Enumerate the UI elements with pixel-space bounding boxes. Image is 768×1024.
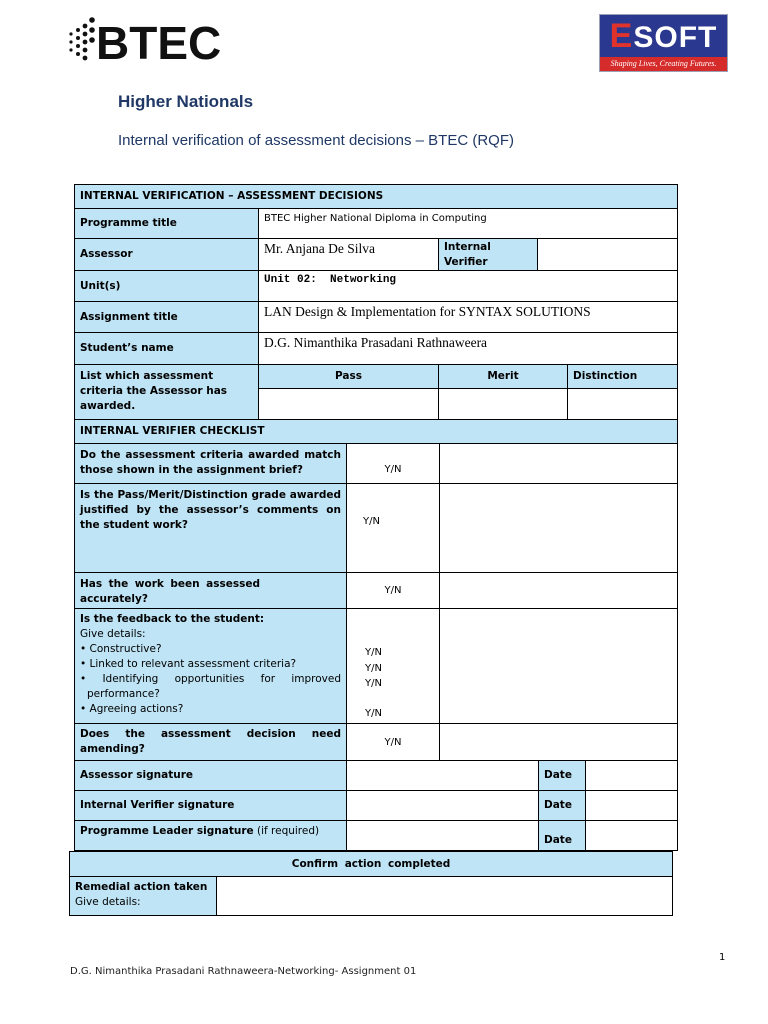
- checklist-q4-yn-1: Y/N: [365, 647, 382, 658]
- pass-header: Pass: [258, 364, 439, 389]
- assessor-date-field[interactable]: [585, 760, 678, 791]
- checklist-q2-text: Is the Pass/Merit/Distinction grade awarded justified by the assessor’s comments on the student work?: [80, 489, 341, 531]
- programme-title-field[interactable]: BTEC Higher National Diploma in Computing: [258, 208, 678, 239]
- checklist-q3: [74, 572, 347, 609]
- assessor-field[interactable]: Mr. Anjana De Silva: [258, 238, 439, 271]
- distinction-header: Distinction: [567, 364, 678, 389]
- btec-dots-icon: [68, 16, 98, 70]
- checklist-q1-text: Do the assessment criteria awarded match those shown in the assignment brief?: [80, 449, 341, 476]
- pl-signature-field[interactable]: [346, 820, 539, 851]
- units-label: Unit(s): [74, 270, 259, 302]
- iv-signature-field[interactable]: [346, 790, 539, 821]
- page-subtitle: Internal verification of assessment decisions – BTEC (RQF): [118, 132, 514, 149]
- iv-date-label: Date: [538, 790, 586, 821]
- checklist-q3-yn[interactable]: Y/N: [346, 572, 440, 609]
- esoft-logo-letter: E: [609, 17, 634, 55]
- assignment-title-field[interactable]: LAN Design & Implementation for SYNTAX SOLUTIONS: [258, 301, 678, 333]
- checklist-q4-item: • Identifying opportunities for improved performance?: [80, 673, 341, 700]
- btec-logo: [68, 16, 228, 70]
- student-name-label: Student’s name: [74, 332, 259, 365]
- assessor-signature-field[interactable]: [346, 760, 539, 791]
- confirm-title: Confirm action completed: [69, 851, 673, 877]
- pl-date-label: Date: [538, 820, 586, 851]
- checklist-q2-yn[interactable]: Y/N: [346, 483, 440, 573]
- checklist-q4-yn-3: Y/N: [365, 678, 382, 689]
- checklist-q2: [74, 483, 347, 573]
- checklist-q3-comment[interactable]: [439, 572, 678, 609]
- checklist-q4-comment[interactable]: [439, 608, 678, 724]
- pl-date-field[interactable]: [585, 820, 678, 851]
- page-number: 1: [719, 952, 726, 963]
- internal-verifier-field[interactable]: [537, 238, 678, 271]
- btec-logo-text: BTEC: [96, 17, 222, 69]
- programme-title-label: Programme title: [74, 208, 259, 239]
- student-name-field[interactable]: D.G. Nimanthika Prasadani Rathnaweera: [258, 332, 678, 365]
- page-title: Higher Nationals: [118, 92, 254, 111]
- checklist-q4-give: Give details:: [80, 628, 146, 640]
- pl-signature-note: (if required): [256, 825, 320, 837]
- checklist-q5: [74, 723, 347, 761]
- distinction-field[interactable]: [567, 388, 678, 420]
- merit-field[interactable]: [438, 388, 568, 420]
- assessor-date-label: Date: [538, 760, 586, 791]
- iv-date-field[interactable]: [585, 790, 678, 821]
- checklist-q1-yn[interactable]: Y/N: [346, 443, 440, 484]
- checklist-q1-comment[interactable]: [439, 443, 678, 484]
- checklist-title: INTERNAL VERIFIER CHECKLIST: [74, 419, 678, 444]
- remedial-action-label: [69, 876, 217, 916]
- internal-verifier-label: Internal Verifier: [438, 238, 538, 271]
- iv-signature-label: Internal Verifier signature: [74, 790, 347, 821]
- checklist-q4-item: • Linked to relevant assessment criteria?: [80, 658, 297, 670]
- pl-signature-label: [74, 820, 347, 851]
- assessor-label: Assessor: [74, 238, 259, 271]
- esoft-tagline: Shaping Lives, Creating Futures.: [600, 57, 727, 71]
- checklist-q4-yn-2: Y/N: [365, 662, 382, 674]
- checklist-q5-comment[interactable]: [439, 723, 678, 761]
- remedial-action-label-text: Remedial action taken: [75, 881, 208, 893]
- remedial-give-details: Give details:: [75, 896, 141, 908]
- checklist-q1: [74, 443, 347, 484]
- checklist-q5-text: Does the assessment decision need amending?: [80, 728, 341, 755]
- checklist-q4-item: • Agreeing actions?: [80, 703, 184, 715]
- pl-signature-label-text: Programme Leader signature: [80, 825, 254, 837]
- merit-header: Merit: [438, 364, 568, 389]
- checklist-q2-comment[interactable]: [439, 483, 678, 573]
- page-footer: D.G. Nimanthika Prasadani Rathnaweera-Networking- Assignment 01: [70, 966, 417, 977]
- checklist-q5-yn[interactable]: Y/N: [346, 723, 440, 761]
- criteria-label: List which assessment criteria the Assessor has awarded.: [74, 364, 259, 420]
- assessor-signature-label: Assessor signature: [74, 760, 347, 791]
- checklist-q3-text: Has the work been assessed accurately?: [80, 578, 260, 605]
- checklist-q4: [74, 608, 347, 724]
- esoft-logo-text: SOFT: [633, 21, 718, 54]
- pass-field[interactable]: [258, 388, 439, 420]
- section-internal-verification-title: INTERNAL VERIFICATION – ASSESSMENT DECISIONS: [74, 184, 678, 209]
- checklist-q4-title: Is the feedback to the student:: [80, 613, 265, 625]
- units-field[interactable]: Unit 02: Networking: [258, 270, 678, 302]
- esoft-logo-word: [600, 19, 727, 55]
- esoft-logo: [599, 14, 728, 72]
- checklist-q4-item: • Constructive?: [80, 643, 162, 655]
- checklist-q4-yn[interactable]: [346, 608, 440, 724]
- checklist-q4-yn-4: Y/N: [365, 707, 382, 719]
- assignment-title-label: Assignment title: [74, 301, 259, 333]
- remedial-action-field[interactable]: [216, 876, 673, 916]
